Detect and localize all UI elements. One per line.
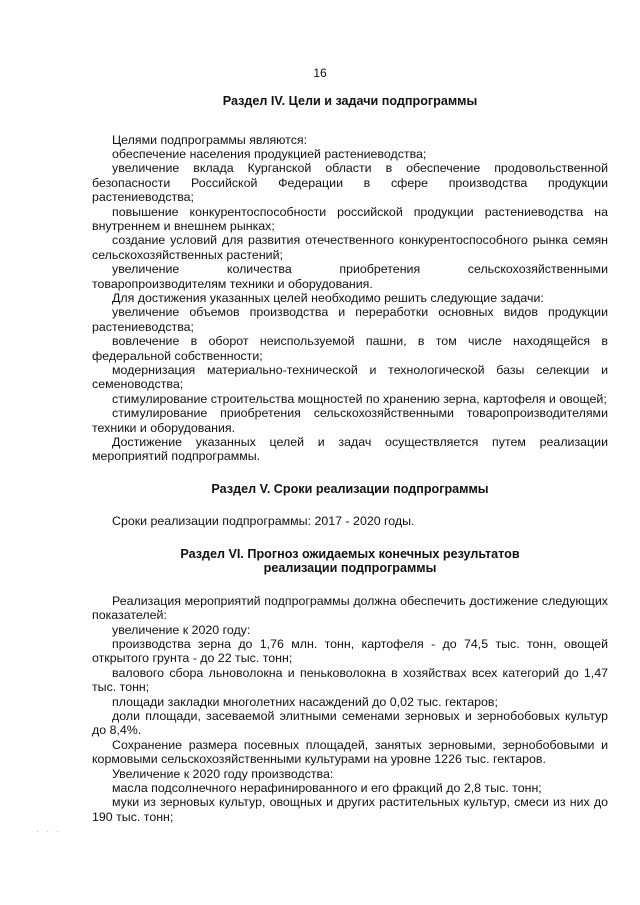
paragraph: вовлечение в оборот неиспользуемой пашни, в том числе находящейся в федеральной собственности; bbox=[92, 334, 608, 363]
paragraph: производства зерна до 1,76 млн. тонн, картофеля - до 74,5 тыс. тонн, овощей открытого грунта - до 22 тыс. тонн; bbox=[92, 636, 608, 666]
section-5-body bbox=[92, 514, 608, 528]
paragraph: стимулирование приобретения сельскохозяйственными товаропроизводителями техники и оборудования. bbox=[92, 406, 608, 435]
section-6-body bbox=[92, 594, 608, 825]
paragraph: Сохранение размера посевных площадей, занятых зерновыми, зернобобовыми и кормовыми сельскохозяйственными культурами на уровне 1226 тыс. гектаров. bbox=[92, 737, 608, 767]
section-4-title: Раздел IV. Цели и задачи подпрограммы bbox=[222, 94, 478, 108]
paragraph: Увеличение к 2020 году производства: bbox=[112, 766, 334, 781]
paragraph: масла подсолнечного нерафинированного и его фракций до 2,8 тыс. тонн; bbox=[112, 781, 542, 796]
paragraph: модернизация материально-технической и технологической базы селекции и семеноводства; bbox=[92, 363, 608, 392]
section-5-title: Раздел V. Сроки реализации подпрограммы bbox=[211, 481, 489, 496]
paragraph: увеличение объемов производства и переработки основных видов продукции растениеводства; bbox=[92, 305, 608, 334]
paragraph: обеспечение населения продукцией растениеводства; bbox=[112, 146, 427, 161]
section-6-title-line2: реализации подпрограммы bbox=[263, 561, 437, 576]
section-6-title-line1: Раздел VI. Прогноз ожидаемых конечных результатов bbox=[180, 546, 520, 561]
section-4-body bbox=[92, 133, 608, 464]
page-number: 16 bbox=[313, 66, 327, 80]
paragraph: валового сбора льноволокна и пеньковолокна в хозяйствах всех категорий до 1,47 тыс. тонн; bbox=[92, 665, 608, 695]
paragraph: увеличение к 2020 году: bbox=[112, 622, 251, 637]
paragraph: повышение конкурентоспособности российской продукции растениеводства на внутреннем и внешнем рынках; bbox=[92, 204, 608, 233]
scan-speck: · · · bbox=[36, 826, 62, 837]
paragraph: Реализация мероприятий подпрограммы должна обеспечить достижение следующих показателей: bbox=[92, 593, 608, 623]
paragraph: создание условий для развития отечественного конкурентоспособного рынка семян сельскохозяйственных растений; bbox=[92, 233, 608, 262]
paragraph: площади закладки многолетних насаждений до 0,02 тыс. гектаров; bbox=[112, 694, 498, 709]
paragraph: муки из зерновых культур, овощных и других растительных культур, смеси из них до 190 тыс. тонн; bbox=[92, 795, 608, 824]
paragraph: доли площади, засеваемой элитными семенами зерновых и зернобобовых культур до 8,4%. bbox=[92, 709, 608, 738]
paragraph: стимулирование строительства мощностей по хранению зерна, картофеля и овощей; bbox=[112, 391, 607, 406]
paragraph: Целями подпрограммы являются: bbox=[112, 132, 308, 147]
paragraph: Достижение указанных целей и задач осуществляется путем реализации мероприятий подпрограммы. bbox=[92, 435, 608, 464]
paragraph: Сроки реализации подпрограммы: 2017 - 2020 годы. bbox=[112, 514, 415, 529]
paragraph: увеличение количества приобретения сельскохозяйственными товаропроизводителям техники и оборудования. bbox=[92, 262, 608, 291]
paragraph: увеличение вклада Курганской области в обеспечение продовольственной безопасности Российской Федерации в сфере производства продукции растениеводства; bbox=[92, 161, 608, 205]
section-6-title bbox=[92, 547, 608, 576]
paragraph: Для достижения указанных целей необходимо решить следующие задачи: bbox=[112, 290, 544, 305]
document-body bbox=[92, 94, 608, 824]
